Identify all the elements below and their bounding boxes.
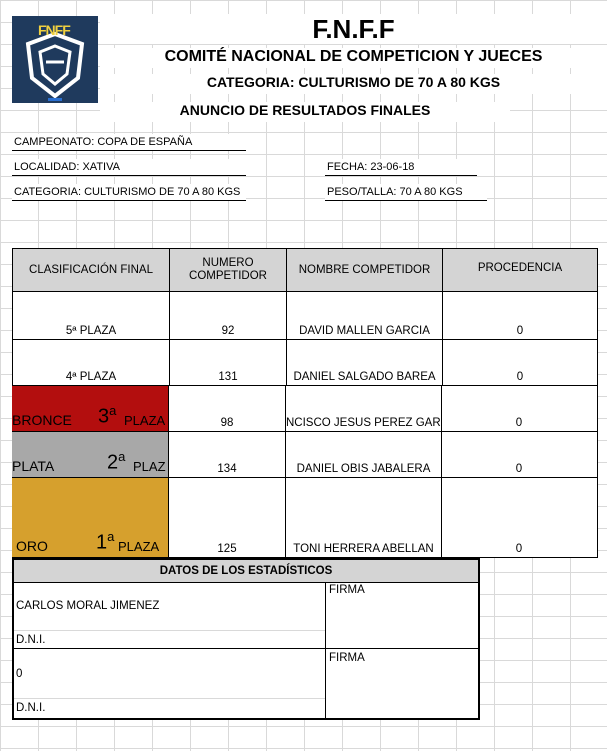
results-table-header [12,248,598,292]
statistician-2-dni: D.N.I. [16,702,46,714]
table-row [12,292,598,340]
weight-field: PESO/TALLA: 70 A 80 KGS [325,184,487,201]
plaza-label: PLAZA [124,413,166,428]
competitor-name: DANIEL OBIS JABALERA [296,463,431,475]
competitor-number: 131 [218,371,238,383]
announcement-title: ANUNCIO DE RESULTADOS FINALES [100,102,510,122]
statistician-1-name: CARLOS MORAL JIMENEZ [16,600,160,612]
medal-label: ORO [16,538,48,554]
place-label: 5ª PLAZA [65,325,117,337]
stats-box [12,558,480,720]
committee-title: COMITÉ NACIONAL DE COMPETICION Y JUECES [100,48,607,68]
header-origin: PROCEDENCIA [477,262,563,274]
competitor-origin: 0 [516,325,524,337]
competitor-name: DANIEL SALGADO BAREA [293,371,436,383]
place-label: 4ª PLAZA [65,371,117,383]
competitor-number: 125 [217,543,237,555]
competitor-origin: 0 [515,417,523,429]
bronze-medal-cell [12,386,168,431]
category-field: CATEGORIA: CULTURISMO DE 70 A 80 KGS [12,184,246,201]
gold-medal-cell [12,478,168,557]
table-row [12,432,598,478]
competitor-origin: 0 [515,543,523,555]
table-row [12,340,598,386]
category-title: CATEGORIA: CULTURISMO DE 70 A 80 KGS [100,74,607,94]
date-field: FECHA: 23-06-18 [325,159,477,176]
header-number: NUMERO COMPETIDOR [170,249,287,291]
statistician-2-signature: FIRMA [329,652,365,664]
header-name: NOMBRE COMPETIDOR [287,249,443,291]
org-title: F.N.F.F [100,14,607,44]
competitor-number: 134 [217,463,237,475]
locality-field: LOCALIDAD: XATIVA [12,159,246,176]
competitor-name: DAVID MALLEN GARCIA [299,325,430,337]
competitor-name: TONI HERRERA ABELLAN [293,543,434,555]
rank-number: 1$^a$ [96,529,115,554]
competitor-origin: 0 [516,371,524,383]
logo-lettering: FNFF [38,22,70,38]
table-row [12,386,598,432]
plaza-label: PLAZA [118,539,160,554]
medal-label: PLATA [12,458,55,474]
rank-number: 3$^a$ [98,403,117,428]
table-row [12,478,598,558]
fnff-logo [12,16,98,103]
competitor-name: NCISCO JESUS PEREZ GAR [286,417,441,429]
statistician-1-dni: D.N.I. [16,634,46,646]
header-classification: CLASIFICACIÓN FINAL [13,249,170,291]
statistician-2-name: 0 [16,668,23,680]
silver-medal-cell [12,432,168,477]
competitor-number: 92 [221,325,235,337]
competitor-number: 98 [220,417,234,429]
medal-label: BRONCE [12,412,72,428]
rank-number: 2$^a$ [107,449,126,474]
plaza-label: PLAZ [133,459,166,474]
statistician-1-signature: FIRMA [329,584,365,596]
championship-field: CAMPEONATO: COPA DE ESPAÑA [12,134,246,151]
stats-title: DATOS DE LOS ESTADÍSTICOS [14,560,478,583]
competitor-origin: 0 [515,463,523,475]
